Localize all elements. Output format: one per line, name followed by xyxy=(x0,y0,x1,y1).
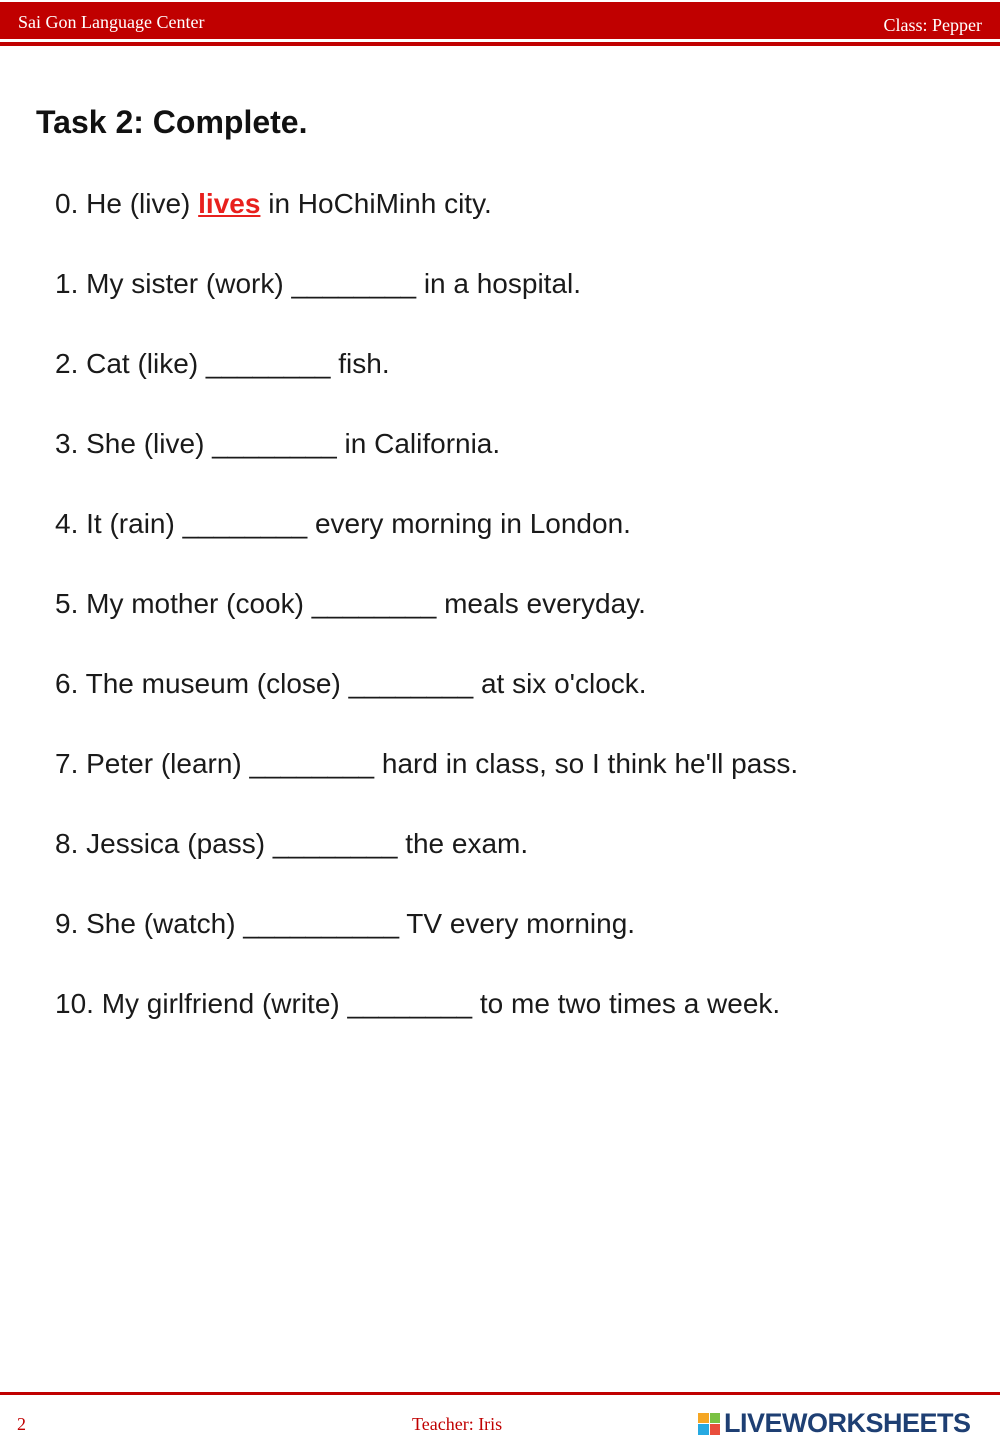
exercise-item-3[interactable]: 3. She (live) ________ in California. xyxy=(55,428,501,459)
exercise-item-5[interactable]: 5. My mother (cook) ________ meals everyday. xyxy=(55,588,646,619)
page-number: 2 xyxy=(17,1414,26,1434)
example-prefix: 0. He (live) xyxy=(55,188,199,219)
header-school-name: Sai Gon Language Center xyxy=(18,12,205,32)
exercise-item-4[interactable]: 4. It (rain) ________ every morning in London. xyxy=(55,508,631,539)
liveworksheets-logo[interactable] xyxy=(698,1408,971,1439)
exercise-item-10[interactable]: 10. My girlfriend (write) ________ to me two times a week. xyxy=(55,988,781,1019)
exercise-item-7[interactable]: 7. Peter (learn) ________ hard in class, so I think he'll pass. xyxy=(55,748,799,779)
task-title: Task 2: Complete. xyxy=(36,104,308,140)
example-answer: lives xyxy=(198,188,261,219)
exercise-item-8[interactable]: 8. Jessica (pass) ________ the exam. xyxy=(55,828,529,859)
header-rule xyxy=(0,42,1000,46)
exercise-item-6[interactable]: 6. The museum (close) ________ at six o'clock. xyxy=(55,668,647,699)
logo-text: LIVEWORKSHEETS xyxy=(724,1408,971,1438)
exercise-item-2[interactable]: 2. Cat (like) ________ fish. xyxy=(55,348,390,379)
exercise-item-1[interactable]: 1. My sister (work) ________ in a hospital. xyxy=(55,268,582,299)
header-class-name: Class: Pepper xyxy=(883,15,982,35)
liveworksheets-logo-icon xyxy=(698,1413,720,1435)
footer-teacher: Teacher: Iris xyxy=(412,1414,503,1434)
example-suffix: in HoChiMinh city. xyxy=(260,188,492,219)
exercise-item-9[interactable]: 9. She (watch) __________ TV every morning. xyxy=(55,908,636,939)
footer-rule xyxy=(0,1392,1000,1395)
exercise-example xyxy=(55,186,798,266)
exercise-list xyxy=(55,186,798,1066)
